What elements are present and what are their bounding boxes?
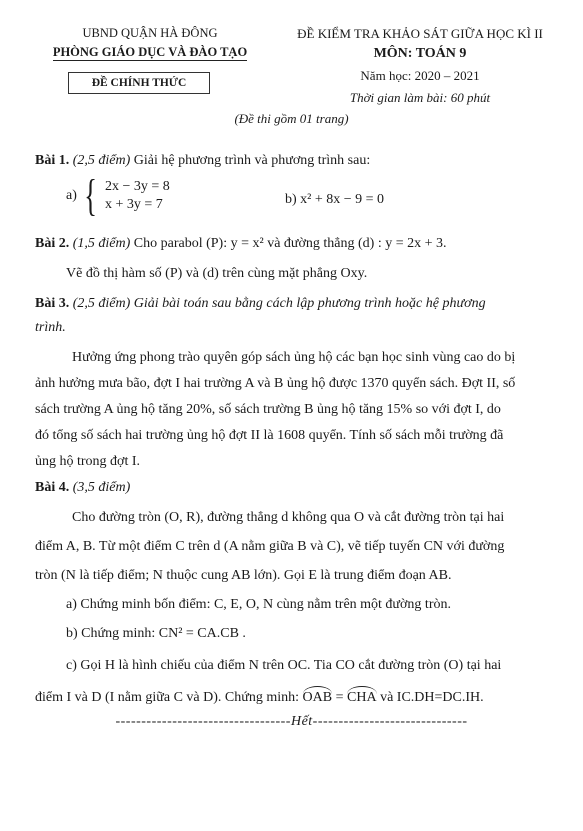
bai4-line-1: Cho đường tròn (O, R), đường thẳng d không qua O và cắt đường tròn tại hai xyxy=(72,510,505,525)
bai1-part-b xyxy=(285,192,384,208)
school-year: Năm học: 2020 – 2021 xyxy=(360,68,480,83)
bai1-title: Bài 1. xyxy=(35,153,70,168)
bai3-instruction: (2,5 điểm) Giải bài toán sau bằng cách lập phương trình hoặc hệ phương xyxy=(69,296,486,311)
bai2-points: (1,5 điểm) xyxy=(72,236,131,251)
bai4-part-c-line-2 xyxy=(35,686,484,708)
official-stamp-box: ĐỀ CHÍNH THỨC xyxy=(68,72,210,94)
bai1-points: (2,5 điểm) xyxy=(72,153,131,168)
bai4-points: (3,5 điểm) xyxy=(69,480,131,495)
bai4-line-2: điểm A, B. Từ một điểm C trên d (A nằm giữa B và C), vẽ tiếp tuyến CN với đường xyxy=(35,539,505,554)
bai3-instruction-cont: trình. xyxy=(35,320,66,335)
bai3-line-5: ủng hộ trong đợt I. xyxy=(35,454,141,469)
bai4-c2-eq: = xyxy=(332,690,347,705)
exam-title: ĐỀ KIỂM TRA KHẢO SÁT GIỮA HỌC KÌ II xyxy=(297,26,543,41)
bai3-line-2: ảnh hưởng mưa bão, đợt I hai trường A và B ủng hộ được 1370 quyển sách. Đợt II, số xyxy=(35,376,516,391)
district-name: UBND QUẬN HÀ ĐÔNG xyxy=(82,26,218,40)
bai1-text: Giải hệ phương trình và phương trình sau: xyxy=(130,153,371,168)
bai4-part-c-line-1: c) Gọi H là hình chiếu của điểm N trên OC. Tia CO cắt đường tròn (O) tại hai xyxy=(66,658,502,673)
bai1-b-equation: x² + 8x − 9 = 0 xyxy=(300,192,385,207)
bai3-title: Bài 3. xyxy=(35,296,70,311)
bai4-c2-post: và IC.DH=DC.IH. xyxy=(376,690,484,705)
department-name xyxy=(0,45,300,60)
page-count-note: (Đề thi gồm 01 trang) xyxy=(234,111,349,126)
equation-1: 2x − 3y = 8 xyxy=(105,179,170,194)
bai1-part-a xyxy=(66,171,170,220)
brace-icon: { xyxy=(84,171,98,220)
bai2-title: Bài 2. xyxy=(35,236,70,251)
bai4-line-3: tròn (N là tiếp điểm; N thuộc cung AB lớn). Gọi E là trung điểm đoạn AB. xyxy=(35,568,452,583)
equation-system xyxy=(105,178,170,214)
bai3-line-4: đó tổng số sách hai trường ủng hộ đợt II là 1608 quyển. Tính số sách mỗi trường đã xyxy=(35,428,504,443)
bai3-line-1: Hưởng ứng phong trào quyên góp sách ủng hộ các bạn học sinh vùng cao do bị xyxy=(72,350,516,365)
end-marker xyxy=(0,714,583,730)
arc-cha: CHA xyxy=(347,686,377,708)
bai2-task: Vẽ đồ thị hàm số (P) và (d) trên cùng mặt phẳng Oxy. xyxy=(66,266,368,281)
subject: MÔN: TOÁN 9 xyxy=(373,46,467,61)
bai3-line-3: sách trường A ủng hộ tăng 20%, số sách trường B ủng hộ tăng 15% so với đợt I, do xyxy=(35,402,501,417)
bai2-heading xyxy=(35,234,447,254)
bai4-title: Bài 4. xyxy=(35,480,70,495)
bai3-heading xyxy=(35,294,486,314)
department-name-text: PHÒNG GIÁO DỤC VÀ ĐÀO TẠO xyxy=(52,45,248,59)
duration: Thời gian làm bài: 60 phút xyxy=(349,90,491,105)
bai4-heading xyxy=(35,478,130,498)
bai4-part-a: a) Chứng minh bốn điểm: C, E, O, N cùng nằm trên một đường tròn. xyxy=(66,597,451,612)
bai1-b-label: b) xyxy=(285,192,297,207)
bai4-part-b: b) Chứng minh: CN² = CA.CB . xyxy=(66,626,246,641)
arc-oab: OAB xyxy=(303,686,333,708)
bai2-text: Cho parabol (P): y = x² và đường thẳng (d) : y = 2x + 3. xyxy=(130,236,447,251)
bai4-c2-pre: điểm I và D (I nằm giữa C và D). Chứng minh: xyxy=(35,690,303,705)
end-text: ----------------------------------Hết------------------------------ xyxy=(115,714,468,729)
bai1-heading xyxy=(35,151,370,171)
bai1-a-label: a) xyxy=(66,188,77,203)
equation-2: x + 3y = 7 xyxy=(105,197,163,212)
